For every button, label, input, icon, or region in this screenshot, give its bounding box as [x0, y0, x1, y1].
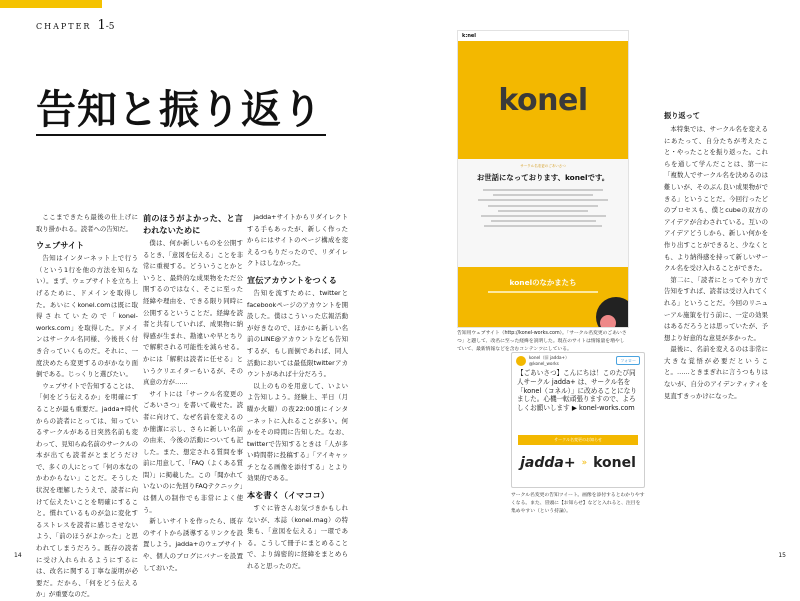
- text-line: [498, 210, 588, 212]
- intro-paragraph: ここまできたら最後の仕上げに取り掛かれる。読者への告知だ。: [36, 213, 138, 233]
- chapter-number: [97, 18, 114, 33]
- section-heading-accounts: 宣伝アカウントをつくる: [247, 274, 337, 285]
- section-heading-intent: 前のほうがよかった、と言われないために: [143, 213, 243, 235]
- jadda-logo: jadda+: [520, 455, 576, 471]
- site-topbar: [458, 31, 628, 41]
- avatar: [516, 356, 526, 366]
- paragraph: 告知はインターネット上で行う（という1行を他の方法を知らない）。まず、ウェブサイトを立ち上げるために、ドメインを取得した。あいにくkonel.comは既に取得されていたので「konel-works.com」を取得した。ドメインはサークル名同様、今後長く付き合っていくものだ。それに、一度決めたら変更するのがかなり面倒である。じっくりと選びたい。: [36, 254, 138, 379]
- tweet-image-banner: サークル名変更のお知らせ: [518, 435, 638, 445]
- text-line: [488, 205, 598, 207]
- website-caption: 告知用ウェブサイト（http://konel-works.com）。「サークル名変更のごあいさつ」と題して、改名に至った経緯を説明した。現在のサイトは情報量を増やしていて、最新情報などを含むコンテンツにしている。: [457, 331, 627, 352]
- column-1: [36, 212, 138, 601]
- section-heading-website: ウェブサイト: [36, 240, 85, 251]
- page-number-left: 14: [14, 552, 22, 559]
- column-3: [247, 212, 348, 573]
- konel-logo-small: konel: [593, 455, 636, 471]
- tweet-image: [518, 435, 638, 481]
- paragraph: ウェブサイトで告知することは、「何をどう伝えるか」を明確にすることが最も重要だ。jadda+時代からの読者にとっては、知っているサークルがある日突然名前も変わって、見知らぬ名前のサークルの本が出ても読者がとまどうだけで、多くの人にとって「何の本なのかわからない」ことだ。そうした状況を理解したうえで、読者に向けて伝えたいことを明確にすること。慣れているものが急に変化するストレスを読者に感じさせないよう、「前のほうがよかった」と思われてしまうだろう。既存の読者に受け入れられるようにするには、改名に関する丁寧な説明が必要だ。だから、「何をどう伝えるか」が重要なのだ。: [36, 381, 138, 599]
- site-body-lines: [472, 189, 614, 227]
- site-greeting: お世話になっております、konelです。: [476, 173, 610, 182]
- tweet-screenshot: [511, 352, 645, 488]
- paragraph: 僕は、何か新しいものを公開するとき、「意図を伝える」ことを非常に重視する。どういうことかというと、最終的な成果物をただ公開するのではなく、そこに至った経緯や理由を、できる限り同時に公開するということだ。経緯を読者と共有していれば、成果物に納得感が生まれ、勘違いや早とちりで解釈される可能性を減らせる。かには「解釈は読者に任せる」というクリエイターもいるが、その真意の方が……: [143, 239, 243, 387]
- site-mini-logo: k:nel: [462, 33, 476, 39]
- paragraph: 最後に、名前を変えるのは非常に大きな覚悟が必要だということ。……ときまぎれに言うつもりはないが、自分のアイデンティティを見直すきっかけになった。: [664, 345, 768, 400]
- tweet-body: 【ごあいさつ】こんにちは！このたび同人サークル jadda+ は、サークル名を「konel（コネル）」に改めることになりました。心機一転頑張りますので、よろしくお願いします ▶ konel-works.com: [517, 369, 637, 413]
- account-name: konel（旧 jadda+）: [529, 355, 570, 360]
- tweet-caption: サークル名変更の告知ツイート。画像を添付するとわかりやすくなる。また、冒頭に【お知らせ】などと入れると、注目を集めやすい（という持論）。: [511, 493, 645, 514]
- section-heading-book: 本を書く（イマココ）: [247, 490, 329, 501]
- site-members-band: [458, 267, 628, 327]
- chapter-label: [36, 18, 115, 33]
- tweet-account: [529, 355, 569, 367]
- site-hero: [458, 41, 628, 159]
- text-line: [481, 215, 606, 217]
- paragraph: 告知を流すために、twitterとfacebookページのアカウントを開設した。僕はこういった広報活動が好きなので、ほかにも新しい名前のLINE@アカウントなども告知するが、もし面倒であれば、同人活動においては最低限twitterアカウントがあれば十分だろう。: [247, 288, 348, 379]
- chapter-major: 1: [97, 18, 106, 33]
- paragraph: 新しいサイトを作ったら、既存のサイトから誘導するリンクを設置しよう。jadda+のウェブサイトや、個人のブログにバナーを設置しておいた。: [143, 517, 243, 572]
- chapter-minor: -5: [105, 22, 115, 32]
- members-text-line: [488, 291, 598, 293]
- text-line: [491, 220, 596, 222]
- member-photo-accent: [600, 315, 616, 328]
- text-line: [478, 199, 608, 201]
- tweet-header: [512, 353, 644, 369]
- section-heading-review: 振り返って: [664, 111, 700, 120]
- column-2: [143, 212, 243, 574]
- site-tagline: サークル名変更のごあいさつ: [520, 164, 566, 168]
- paragraph: jadda+サイトからリダイレクトする手もあったが、新しく作ったからにはサイトのページ構成を変えるつもりだったので、リダイレクトはしなかった。: [247, 213, 348, 268]
- members-title: konelのなかまたち: [509, 278, 577, 287]
- page-number-right: 15: [778, 552, 786, 559]
- title-underline: [36, 134, 326, 136]
- tweet-image-brands: [518, 445, 638, 481]
- follow-button: フォロー: [616, 356, 640, 365]
- chapter-word: CHAPTER: [36, 22, 92, 31]
- text-line: [483, 189, 603, 191]
- column-4: [664, 110, 768, 402]
- website-screenshot: [457, 30, 629, 328]
- paragraph: 本特集では、サークル名を変えるにあたって、自分たちが考えたこと・やったことを振り返った。これらを通して学んだことは、第一に「複数人でサークル名を決めるのは難しいが、そのぶん良い成果物ができる」ということだ。今回行ったどのプロセスも、僕とcubeの双方のアイデアが合わされている。互いのアイデアどうしから、新しい何かを作り出すことができると、少なくとも、より納得感を持って新しいサークル名を受け入れることができた。: [664, 125, 768, 273]
- paragraph: すぐに皆さんお気づきかもしれないが、本誌（konel.mag）の特集も、「意図を伝える」一環である。こうして冊子にまとめることで、より綿密的に経緯をまとめられると思ったのだ。: [247, 504, 348, 571]
- text-line: [484, 225, 602, 227]
- paragraph: サイトには「サークル名変更のごあいさつ」を書いて載せた。読者に向けて、なぜ名前を変えるのか簡潔に示し、さらに新しい名前の由来、今後の活動についても記した。また、想定される質問を事前に用意して、「FAQ（よくある質問）」に掲載した。この「聞かれていないのに先回りFAQテクニック」は個人の制作でも非常によく使う。: [143, 389, 243, 514]
- page-title: 告知と振り返り: [36, 86, 323, 133]
- paragraph: 以上のものを用意して、いよいよ告知しよう。経験上、平日（月曜か火曜）の夜22:00頃にインターネットに入れることが多い。何かをその時間に告知した。なお、twitterで告知するときは「人が多い時間帯に投稿する」「アイキャッチとなる画像を添付する」とより効果的である。: [247, 381, 348, 483]
- arrow-icon: »: [581, 458, 588, 468]
- paragraph: 第二に、「読者にとってやり方で告知をすれば、読者は受け入れてくれる」ということだ。今回のリニューアル施策を行う前に、一定の効果はあるだろうとは思っていたが、予想より好意的な意見が多かった。: [664, 275, 768, 342]
- konel-logo: konel: [498, 82, 588, 118]
- text-line: [493, 194, 593, 196]
- chapter-tab: [0, 0, 102, 8]
- account-handle: @konel_works: [529, 361, 559, 366]
